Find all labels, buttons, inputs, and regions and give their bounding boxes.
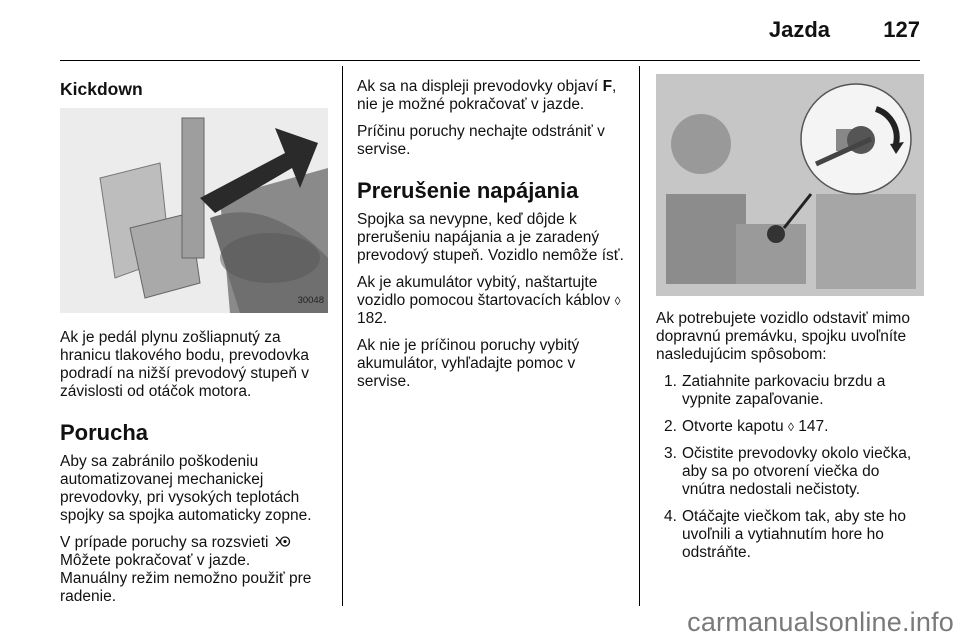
figure-number: 30048 xyxy=(297,295,324,306)
prerusenie-heading: Prerušenie napájania xyxy=(357,178,579,203)
display-f-paragraph: Ak sa na displeji prevodovky objaví F, nie je možné pokračovať v jazde. xyxy=(357,78,617,113)
release-steps-list xyxy=(656,373,924,562)
kickdown-pedal-figure xyxy=(60,108,328,313)
list-item: 4. Otáčajte viečkom tak, aby ste ho uvoľnili a vytiahnutím hore ho odstráňte. xyxy=(664,508,906,561)
help-paragraph: Ak nie je príčinou poruchy vybitý akumulátor, vyhľadajte pomoc v servise. xyxy=(357,337,580,390)
porucha-paragraph-2: V prípade poruchy sa rozsvieti Môžete pokračovať v jazde. Manuálny režim nemožno použiť pre radenie. xyxy=(60,534,312,605)
transmission-warning-icon xyxy=(273,535,293,548)
release-intro: Ak potrebujete vozidlo odstaviť mimo dopravnú premávku, spojku uvoľníte nasledujúcim spôsobom: xyxy=(656,310,910,363)
porucha-paragraph-1: Aby sa zabránilo poškodeniu automatizovanej mechanickej prevodovky, pri vysokých teplotách spojky sa spojka automaticky zopne. xyxy=(60,453,312,524)
column-left xyxy=(60,66,328,615)
column-divider-1 xyxy=(342,66,343,606)
battery-paragraph: Ak je akumulátor vybitý, naštartujte vozidlo pomocou štartovacích káblov ◊ 182. xyxy=(357,274,621,327)
power-interruption-text: Spojka sa nevypne, keď dôjde k prerušeniu napájania a je zaradený prevodový stupeň. Vozidlo nemôže ísť. xyxy=(357,211,624,264)
porucha-heading: Porucha xyxy=(60,420,149,445)
list-item: 1. Zatiahnite parkovaciu brzdu a vypnite zapaľovanie. xyxy=(664,373,886,408)
list-item: 2. Otvorte kapotu ◊ 147. xyxy=(664,418,829,435)
transmission-cap-illustration xyxy=(656,74,924,296)
column-divider-2 xyxy=(639,66,640,606)
list-item: 3. Očistite prevodovky okolo viečka, aby sa po otvorení viečka do vnútra nedostali nečistoty. xyxy=(664,445,912,498)
pedal-illustration xyxy=(60,108,328,313)
column-middle xyxy=(357,66,629,400)
page-reference-arrow-icon: ◊ xyxy=(614,294,621,308)
page-header xyxy=(60,14,920,61)
engine-bay-figure xyxy=(656,74,924,296)
service-paragraph: Príčinu poruchy nechajte odstrániť v servise. xyxy=(357,123,605,158)
page-reference-arrow-icon: ◊ xyxy=(787,420,794,434)
page-number: 127 xyxy=(883,17,920,42)
column-right xyxy=(656,66,924,571)
kickdown-heading: Kickdown xyxy=(60,79,143,99)
running-title: Jazda xyxy=(768,17,830,42)
kickdown-text: Ak je pedál plynu zošliapnutý za hranicu tlakového bodu, prevodovka podradí na nižší prevodový stupeň v závislosti od otáčok motora. xyxy=(60,329,310,400)
watermark: carmanualsonline.info xyxy=(687,607,954,637)
